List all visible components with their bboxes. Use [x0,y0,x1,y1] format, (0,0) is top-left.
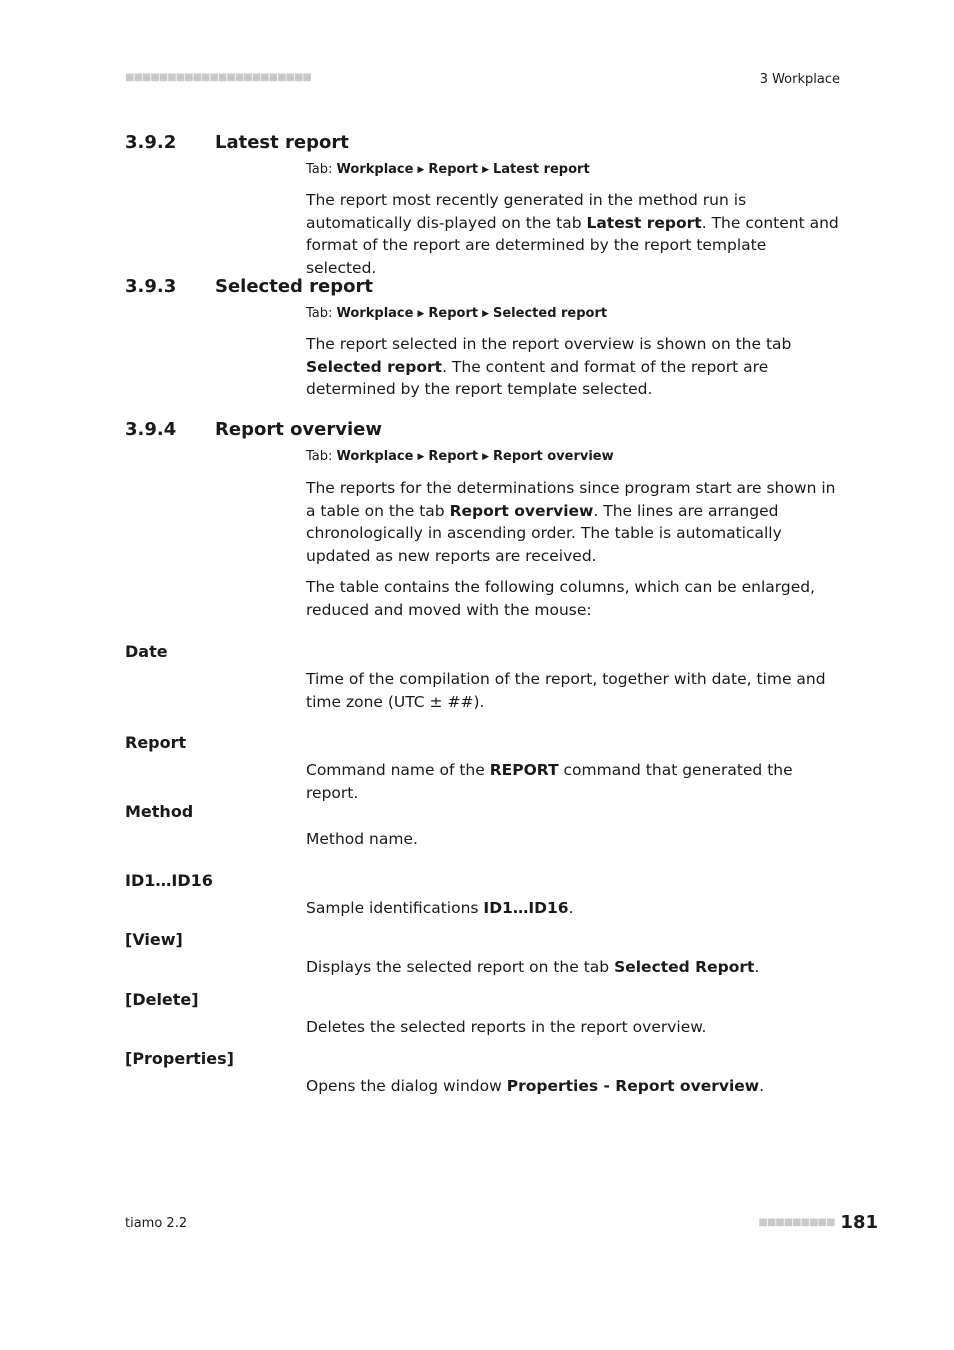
crumb-item: Report [428,306,479,321]
term-label: [Properties] [125,1049,234,1068]
tab-prefix: Tab: [306,162,333,177]
section-number: 3.9.2 [125,132,177,153]
triangle-right-icon: ▶ [482,165,489,175]
crumb-item: Workplace [336,449,414,464]
term-label: [View] [125,930,183,949]
triangle-right-icon: ▶ [417,309,425,319]
section-title: Report overview [215,419,382,440]
section-heading [125,132,349,153]
term-description: Deletes the selected reports in the report overview. [306,1018,707,1036]
section-number: 3.9.3 [125,276,177,297]
tab-breadcrumb [306,449,614,464]
tab-breadcrumb [306,306,607,321]
crumb-item: Workplace [336,306,414,321]
crumb-item: Selected report [493,306,608,321]
section-paragraph: The report most recently generated in the method run is automatically dis-played on the tab Latest report. The content and format of the report are determined by the report template selected. [306,191,839,277]
section-paragraph: The reports for the determinations since program start are shown in a table on the tab Report overview. The lines are arranged chronologically in ascending order. The table is automatically updated as new reports are received. [306,479,836,565]
header-chapter: 3 Workplace [759,72,840,87]
footer-product: tiamo 2.2 [125,1216,188,1231]
tab-breadcrumb [306,162,590,177]
footer-page [758,1212,878,1233]
term-label: Date [125,642,168,661]
term-description: Method name. [306,830,418,848]
term-description: Time of the compilation of the report, together with date, time and time zone (UTC ± ##). [306,670,826,711]
section-title: Selected report [215,276,374,297]
section-number: 3.9.4 [125,419,177,440]
section-paragraph: The table contains the following columns, which can be enlarged, reduced and moved with the mouse: [306,578,815,619]
crumb-item: Report [428,162,479,177]
tab-prefix: Tab: [306,306,333,321]
header-dots: ■■■■■■■■■■■■■■■■■■■■■■ [125,72,311,83]
term-label: Report [125,733,187,752]
triangle-right-icon: ▶ [482,309,489,319]
term-description: Displays the selected report on the tab Selected Report. [306,958,760,976]
term-label: [Delete] [125,990,199,1009]
term-description: Command name of the REPORT command that generated the report. [306,761,793,802]
section-heading [125,276,373,297]
section-title: Latest report [215,132,349,153]
triangle-right-icon: ▶ [482,452,489,462]
term-description: Opens the dialog window Properties - Report overview. [306,1077,765,1095]
crumb-item: Workplace [336,162,414,177]
term-description: Sample identifications ID1…ID16. [306,899,574,917]
triangle-right-icon: ▶ [417,165,425,175]
term-label: ID1…ID16 [125,871,213,890]
section-paragraph: The report selected in the report overview is shown on the tab Selected report. The content and format of the report are determined by the report template selected. [306,335,792,398]
term-label: Method [125,802,194,821]
crumb-item: Latest report [493,162,590,177]
triangle-right-icon: ▶ [417,452,425,462]
crumb-item: Report overview [493,449,614,464]
tab-prefix: Tab: [306,449,333,464]
crumb-item: Report [428,449,479,464]
page-number: 181 [840,1212,878,1233]
footer-dots: ■■■■■■■■■ [758,1217,835,1228]
section-heading [125,419,382,440]
